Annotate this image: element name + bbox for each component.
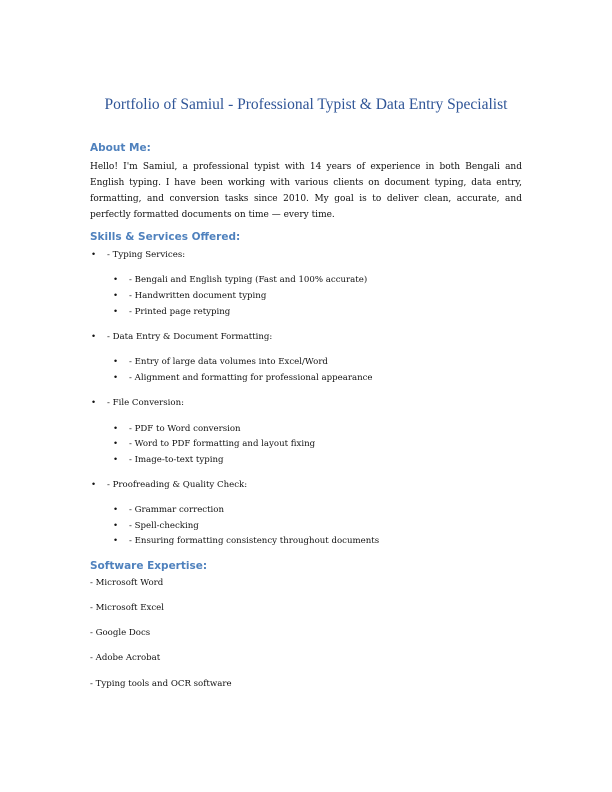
about-heading: About Me: (90, 142, 151, 154)
bullet-icon: • (113, 455, 119, 465)
bullet-icon: • (113, 505, 119, 515)
bullet-icon: • (113, 357, 119, 367)
about-paragraph: Hello! I'm Samiul, a professional typist with 14 years of experience in both Bengali and English typing. I have been working with various clients on document typing, data entry, formatting, and conversion tasks since 2010. My goal is to deliver clean, accurate, and perfectly formatted documents on time — every time. (90, 162, 522, 220)
bullet-icon: • (91, 398, 97, 408)
software-item: - Microsoft Excel (90, 603, 164, 613)
list-item-label: - PDF to Word conversion (129, 424, 241, 434)
list-item (113, 520, 199, 532)
bullet-icon: • (91, 480, 97, 490)
list-item-label: - Spell-checking (129, 521, 199, 531)
bullet-icon: • (91, 250, 97, 260)
list-item-label: - Proofreading & Quality Check: (107, 480, 248, 490)
bullet-icon: • (91, 332, 97, 342)
software-item: - Microsoft Word (90, 578, 164, 588)
list-item (113, 372, 373, 384)
bullet-icon: • (113, 439, 119, 449)
list-item (91, 249, 186, 261)
list-item (113, 356, 328, 368)
skills-heading: Skills & Services Offered: (90, 231, 241, 243)
list-item (113, 454, 224, 466)
bullet-icon: • (113, 307, 119, 317)
bullet-icon: • (113, 291, 119, 301)
page-title: Portfolio of Samiul - Professional Typist & Data Entry Specialist (104, 96, 508, 113)
list-item (113, 290, 267, 302)
list-item (113, 535, 380, 547)
list-item (113, 504, 225, 516)
list-item-label: - Alignment and formatting for professional appearance (129, 373, 373, 383)
bullet-icon: • (113, 424, 119, 434)
bullet-icon: • (113, 373, 119, 383)
list-item-label: - File Conversion: (107, 398, 185, 408)
list-item (113, 438, 316, 450)
list-item-label: - Ensuring formatting consistency throughout documents (129, 536, 380, 546)
list-item-label: - Handwritten document typing (129, 291, 267, 301)
list-item (113, 274, 368, 286)
list-item-label: - Typing Services: (107, 250, 186, 260)
list-item-label: - Image-to-text typing (129, 455, 224, 465)
bullet-icon: • (113, 536, 119, 546)
list-item-label: - Grammar correction (129, 505, 225, 515)
software-item: - Typing tools and OCR software (90, 679, 232, 689)
list-item (91, 479, 248, 491)
list-item-label: - Bengali and English typing (Fast and 100% accurate) (129, 275, 368, 285)
software-item: - Google Docs (90, 628, 151, 638)
list-item-label: - Entry of large data volumes into Excel/Word (129, 357, 328, 367)
list-item (113, 423, 241, 435)
list-item (113, 306, 231, 318)
bullet-icon: • (113, 521, 119, 531)
list-item (91, 397, 185, 409)
software-item: - Adobe Acrobat (90, 653, 161, 663)
list-item-label: - Data Entry & Document Formatting: (107, 332, 273, 342)
bullet-icon: • (113, 275, 119, 285)
list-item-label: - Printed page retyping (129, 307, 231, 317)
list-item (91, 331, 273, 343)
software-heading: Software Expertise: (90, 560, 208, 572)
list-item-label: - Word to PDF formatting and layout fixing (129, 439, 316, 449)
